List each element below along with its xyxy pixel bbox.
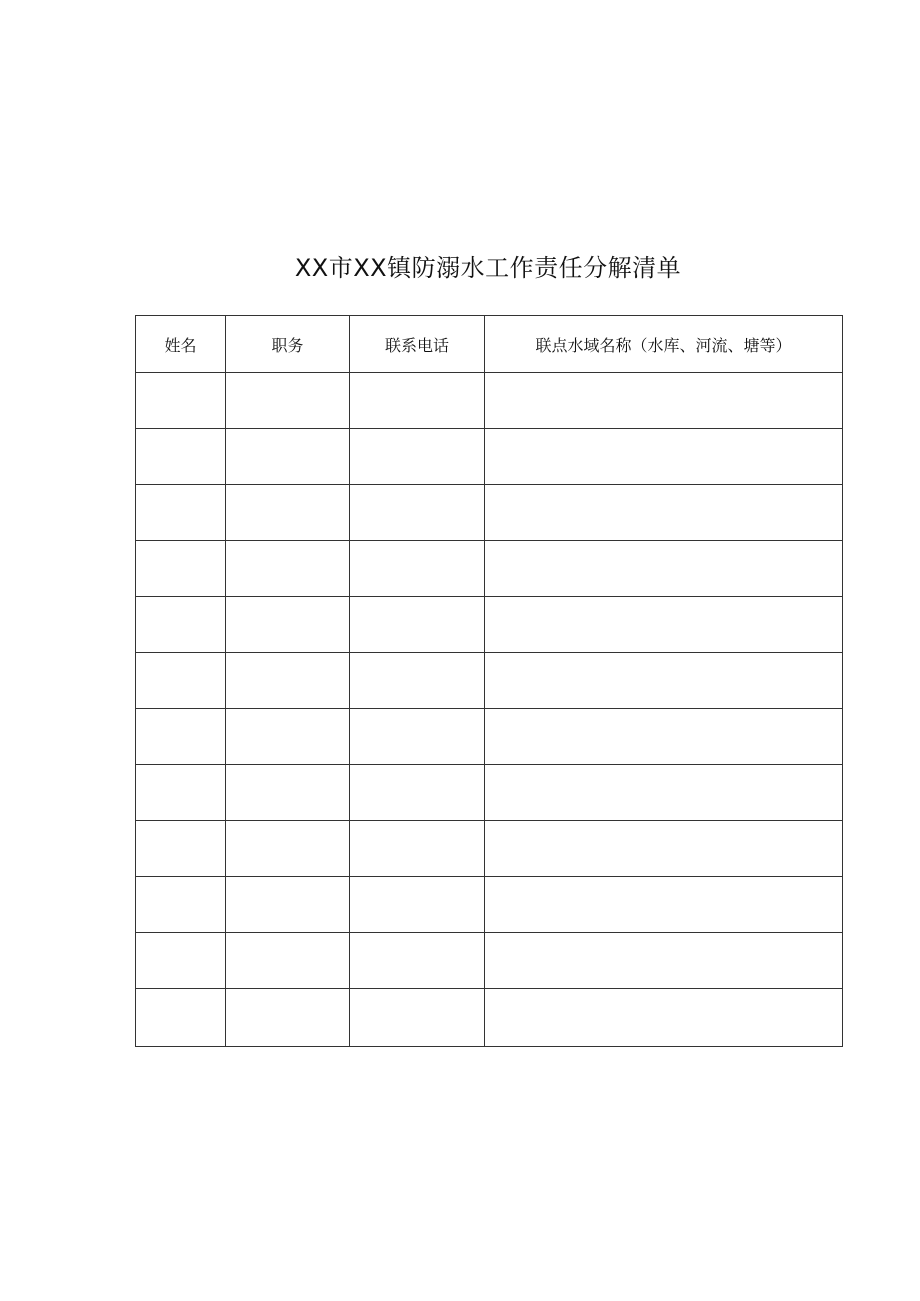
table-row <box>136 429 843 485</box>
name-cell <box>136 821 226 877</box>
phone-cell <box>350 541 485 597</box>
position-cell <box>226 597 350 653</box>
position-cell <box>226 429 350 485</box>
name-cell <box>136 877 226 933</box>
phone-cell <box>350 933 485 989</box>
name-cell <box>136 597 226 653</box>
phone-cell <box>350 485 485 541</box>
water-area-cell <box>485 877 843 933</box>
phone-cell <box>350 709 485 765</box>
table-row <box>136 485 843 541</box>
name-cell <box>136 541 226 597</box>
phone-cell <box>350 597 485 653</box>
position-cell <box>226 877 350 933</box>
name-cell <box>136 373 226 429</box>
header-phone: 联系电话 <box>350 316 485 373</box>
table-row <box>136 765 843 821</box>
position-cell <box>226 485 350 541</box>
water-area-cell <box>485 933 843 989</box>
water-area-cell <box>485 541 843 597</box>
name-cell <box>136 709 226 765</box>
position-cell <box>226 933 350 989</box>
phone-cell <box>350 877 485 933</box>
table-row <box>136 877 843 933</box>
header-water-area: 联点水域名称（水库、河流、塘等） <box>485 316 843 373</box>
table-row <box>136 989 843 1047</box>
position-cell <box>226 821 350 877</box>
water-area-cell <box>485 709 843 765</box>
name-cell <box>136 989 226 1047</box>
water-area-cell <box>485 373 843 429</box>
name-cell <box>136 933 226 989</box>
responsibility-table <box>135 315 843 1047</box>
phone-cell <box>350 429 485 485</box>
water-area-cell <box>485 653 843 709</box>
name-cell <box>136 485 226 541</box>
name-cell <box>136 429 226 485</box>
phone-cell <box>350 821 485 877</box>
table-row <box>136 373 843 429</box>
header-name: 姓名 <box>136 316 226 373</box>
position-cell <box>226 989 350 1047</box>
table-header-row <box>136 316 843 373</box>
phone-cell <box>350 765 485 821</box>
table-row <box>136 597 843 653</box>
water-area-cell <box>485 429 843 485</box>
table-row <box>136 933 843 989</box>
water-area-cell <box>485 597 843 653</box>
water-area-cell <box>485 485 843 541</box>
table-row <box>136 653 843 709</box>
position-cell <box>226 709 350 765</box>
position-cell <box>226 541 350 597</box>
position-cell <box>226 373 350 429</box>
table-row <box>136 821 843 877</box>
position-cell <box>226 653 350 709</box>
phone-cell <box>350 373 485 429</box>
table-row <box>136 709 843 765</box>
position-cell <box>226 765 350 821</box>
header-position: 职务 <box>226 316 350 373</box>
water-area-cell <box>485 989 843 1047</box>
water-area-cell <box>485 821 843 877</box>
name-cell <box>136 653 226 709</box>
name-cell <box>136 765 226 821</box>
phone-cell <box>350 653 485 709</box>
table-row <box>136 541 843 597</box>
water-area-cell <box>485 765 843 821</box>
phone-cell <box>350 989 485 1047</box>
page-title: XX市XX镇防溺水工作责任分解清单 <box>294 254 682 282</box>
